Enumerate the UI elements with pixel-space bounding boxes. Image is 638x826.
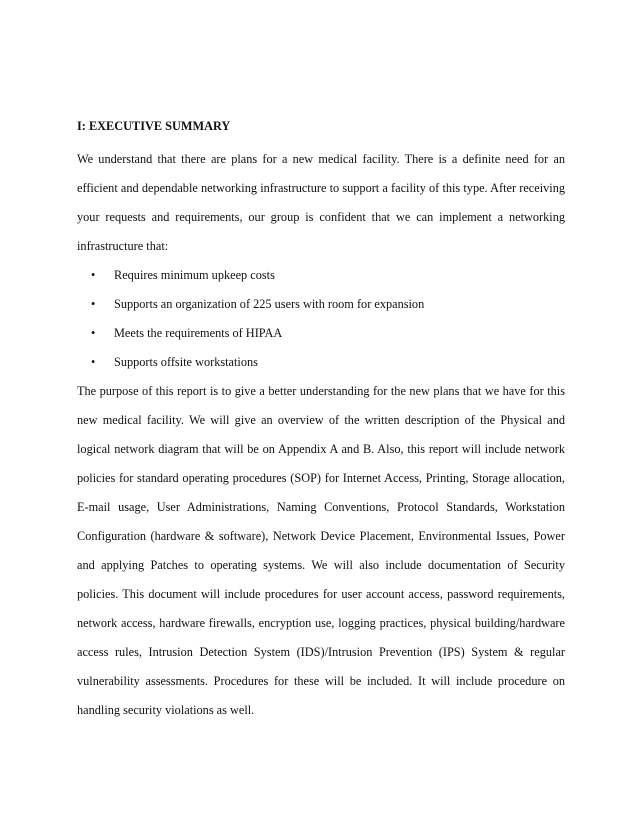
- list-item-text: Supports offsite workstations: [114, 355, 258, 369]
- requirements-list: [77, 261, 565, 377]
- bullet-icon: •: [91, 297, 96, 311]
- list-item: [77, 261, 565, 290]
- bullet-icon: •: [91, 355, 96, 369]
- list-item: [77, 348, 565, 377]
- list-item-text: Requires minimum upkeep costs: [114, 268, 275, 282]
- list-item-text: Supports an organization of 225 users with room for expansion: [114, 297, 425, 311]
- list-item-text: Meets the requirements of HIPAA: [114, 326, 283, 340]
- list-item: [77, 319, 565, 348]
- section-heading: I: EXECUTIVE SUMMARY: [77, 119, 231, 133]
- body-paragraph: The purpose of this report is to give a better understanding for the new plans that we have for this new medical facility. We will give an overview of the written description of the Physical and logical network diagram that will be on Appendix A and B. Also, this report will include network policies for standard operating procedures (SOP) for Internet Access, Printing, Storage allocation, E-mail usage, User Administrations, Naming Conventions, Protocol Standards, Workstation Configuration (hardware & software), Network Device Placement, Environmental Issues, Power and applying Patches to operating systems. We will also include documentation of Security policies. This document will include procedures for user account access, password requirements, network access, hardware firewalls, encryption use, logging practices, physical building/hardware access rules, Intrusion Detection System (IDS)/Intrusion Prevention (IPS) System & regular vulnerability assessments. Procedures for these will be included. It will include procedure on handling security violations as well.: [77, 384, 565, 717]
- intro-paragraph: We understand that there are plans for a new medical facility. There is a definite need for an efficient and dependable networking infrastructure to support a facility of this type. After receiving your requests and requirements, our group is confident that we can implement a networking infrastructure that:: [77, 152, 565, 253]
- document-page: [77, 116, 565, 725]
- bullet-icon: •: [91, 268, 96, 282]
- bullet-icon: •: [91, 326, 96, 340]
- list-item: [77, 290, 565, 319]
